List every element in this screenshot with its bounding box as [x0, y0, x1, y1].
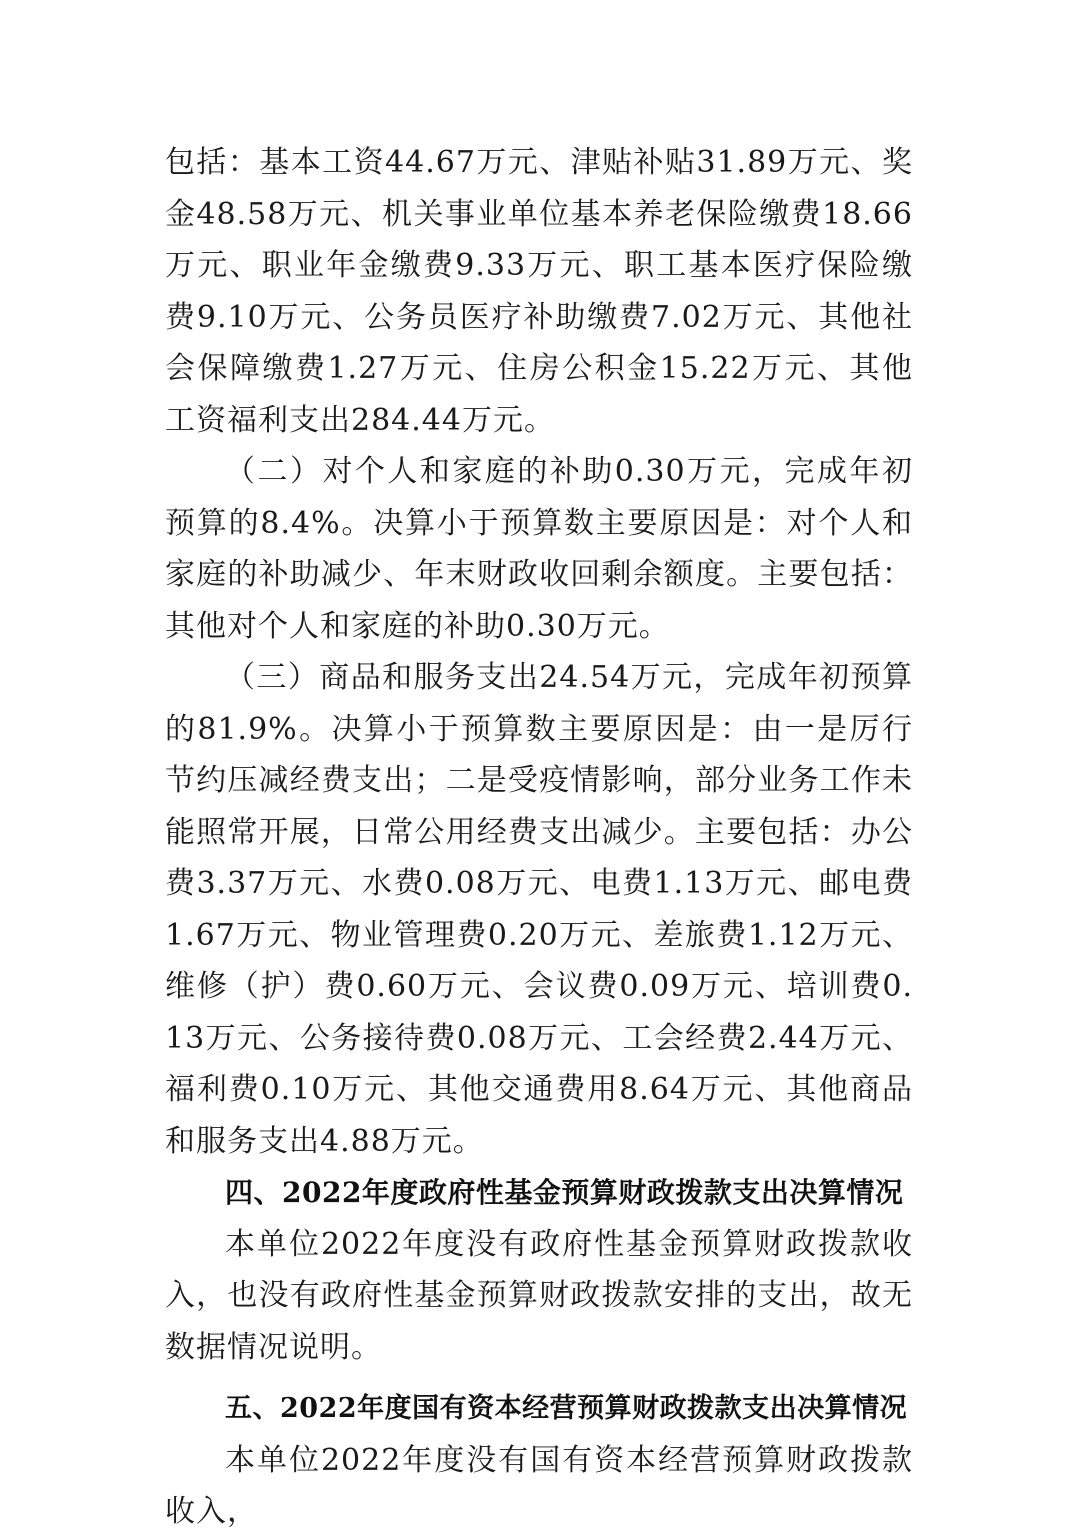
- paragraph-household-subsidy: （二）对个人和家庭的补助0.30万元，完成年初预算的8.4%。决算小于预算数主要原因是：对个人和家庭的补助减少、年末财政收回剩余额度。主要包括：其他对个人和家庭的补助0.30万元。: [165, 454, 913, 644]
- paragraph-personnel-expenses: 包括：基本工资44.67万元、津贴补贴31.89万元、奖金48.58万元、机关事业单位基本养老保险缴费18.66万元、职业年金缴费9.33万元、职工基本医疗保险缴费9.10万元、公务员医疗补助缴费7.02万元、其他社会保障缴费1.27万元、住房公积金15.22万元、其他工资福利支出284.44万元。: [165, 145, 913, 438]
- document-body: [165, 137, 913, 1538]
- paragraph-section-5: 本单位2022年度没有国有资本经营预算财政拨款收入，: [165, 1442, 913, 1529]
- paragraph-goods-services: （三）商品和服务支出24.54万元，完成年初预算的81.9%。决算小于预算数主要原因是：由一是厉行节约压减经费支出；二是受疫情影响，部分业务工作未能照常开展，日常公用经费支出减少。主要包括：办公费3.37万元、水费0.08万元、电费1.13万元、邮电费1.67万元、物业管理费0.20万元、差旅费1.12万元、维修（护）费0.60万元、会议费0.09万元、培训费0.13万元、公务接待费0.08万元、工会经费2.44万元、福利费0.10万元、其他交通费用8.64万元、其他商品和服务支出4.88万元。: [165, 660, 913, 1159]
- section-heading-5: 五、2022年度国有资本经营预算财政拨款支出决算情况: [225, 1393, 908, 1424]
- paragraph-section-4: 本单位2022年度没有政府性基金预算财政拨款收入，也没有政府性基金预算财政拨款安排的支出，故无数据情况说明。: [165, 1226, 913, 1365]
- section-heading-4: 四、2022年度政府性基金预算财政拨款支出决算情况: [225, 1176, 904, 1209]
